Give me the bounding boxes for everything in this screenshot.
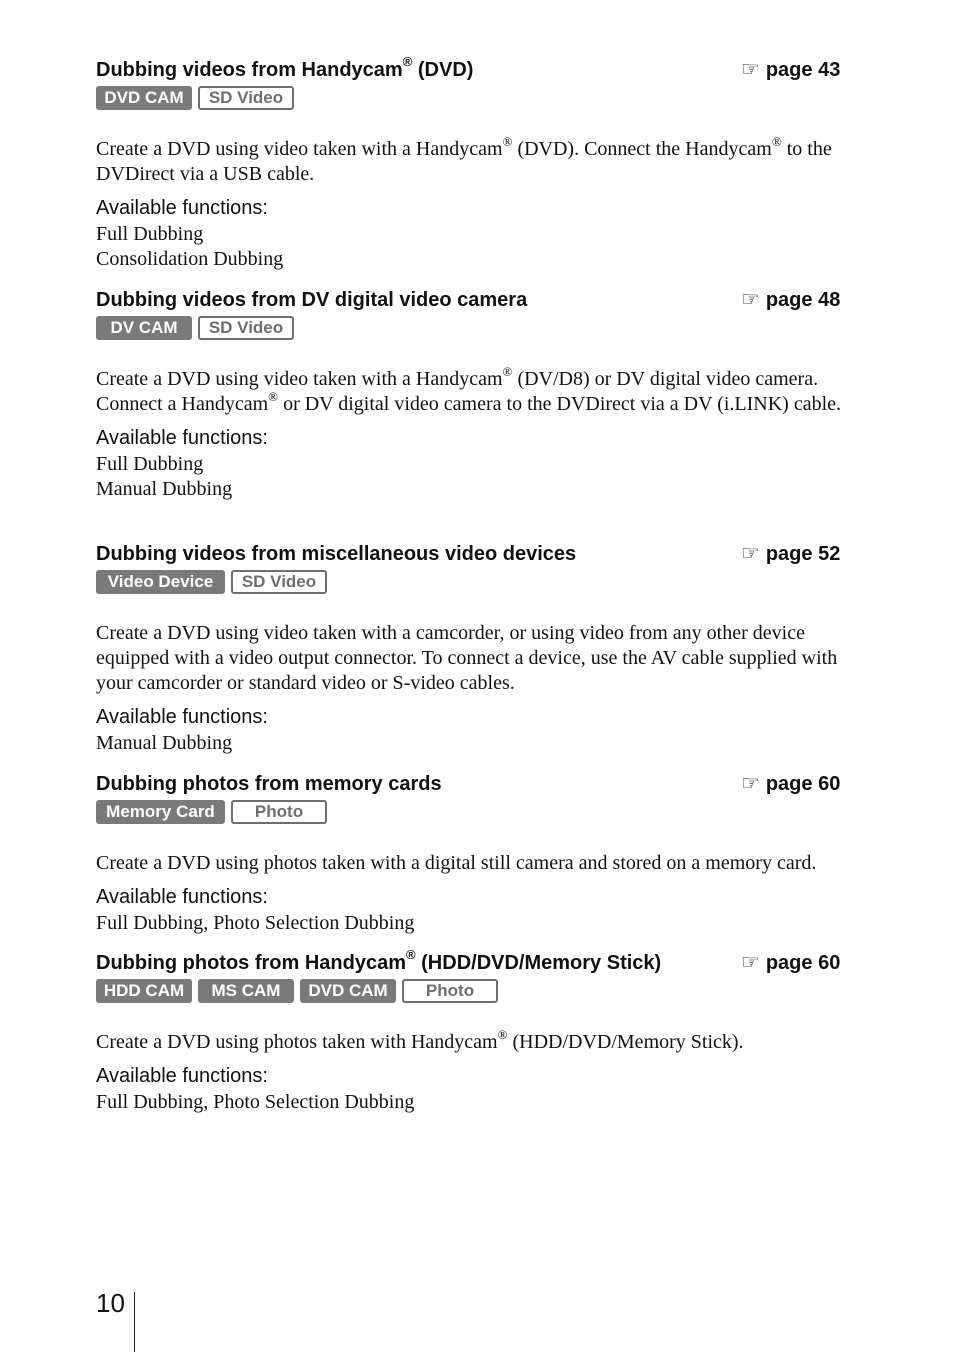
desc-text: (HDD/DVD/Memory Stick).: [507, 1031, 744, 1053]
registered-mark: ®: [497, 1027, 508, 1043]
badge-sd-video: SD Video: [231, 570, 327, 594]
page-reference: [741, 288, 840, 312]
page-reference-label: page 60: [765, 952, 841, 974]
registered-mark: ®: [502, 134, 513, 150]
desc-text: Create a DVD using photos taken with Handycam: [96, 1031, 498, 1053]
function-list: [96, 731, 862, 756]
page-reference: [741, 542, 840, 566]
desc-text: Create a DVD using video taken with a Handycam: [96, 138, 503, 160]
page-number-divider: [134, 1292, 135, 1352]
function-item: Manual Dubbing: [96, 478, 233, 500]
section-heading: [96, 54, 862, 82]
badge-sd-video: SD Video: [198, 86, 294, 110]
badge-dv-cam: DV CAM: [96, 316, 192, 340]
section-heading: [96, 772, 862, 796]
function-list: [96, 1090, 862, 1115]
section-description: [96, 851, 862, 876]
section-dv-camera-video: [96, 288, 862, 502]
function-item: Full Dubbing, Photo Selection Dubbing: [96, 1091, 415, 1113]
section-heading: [96, 542, 862, 566]
available-functions-label: Available functions:: [96, 886, 268, 908]
registered-mark: ®: [402, 54, 413, 70]
available-functions-label: Available functions:: [96, 706, 268, 728]
desc-text: or DV digital video camera to the DVDirect via a DV (i.LINK) cable.: [278, 393, 842, 415]
heading-title: Dubbing photos from Handycam: [96, 952, 406, 974]
section-memory-card-photos: [96, 772, 862, 936]
function-item: Full Dubbing: [96, 453, 204, 475]
function-list: [96, 222, 862, 272]
section-description: [96, 621, 862, 696]
pointing-hand-icon: ☞: [741, 58, 760, 81]
available-functions-label: Available functions:: [96, 427, 268, 449]
function-item: Manual Dubbing: [96, 732, 233, 754]
badge-row: [96, 570, 862, 594]
badge-ms-cam: MS CAM: [198, 979, 294, 1003]
heading-title: Dubbing videos from DV digital video camera: [96, 289, 528, 311]
section-misc-video-devices: [96, 542, 862, 756]
function-item: Consolidation Dubbing: [96, 248, 284, 270]
section-description: [96, 134, 862, 187]
pointing-hand-icon: ☞: [741, 772, 760, 795]
section-heading: [96, 288, 862, 312]
badge-row: [96, 979, 862, 1003]
desc-text: (DVD). Connect the Handycam: [512, 138, 772, 160]
available-functions-label: Available functions:: [96, 1065, 268, 1087]
badge-hdd-cam: HDD CAM: [96, 979, 192, 1003]
badge-row: [96, 800, 862, 824]
heading-title-suffix: (HDD/DVD/Memory Stick): [415, 952, 662, 974]
registered-mark: ®: [502, 364, 513, 380]
section-handycam-photos: [96, 947, 862, 1115]
badge-video-device: Video Device: [96, 570, 225, 594]
badge-memory-card: Memory Card: [96, 800, 225, 824]
page-reference-label: page 52: [765, 543, 841, 565]
page-reference: [741, 772, 840, 796]
desc-text: Create a DVD using video taken with a camcorder, or using video from any other device equipped with a video output connector. To connect a device, use the AV cable supplied with your camcorder or standard video or S-video cables.: [96, 622, 838, 694]
desc-text: Create a DVD using photos taken with a digital still camera and stored on a memory card.: [96, 852, 817, 874]
heading-title: Dubbing videos from Handycam: [96, 59, 403, 81]
page-reference-label: page 60: [765, 773, 841, 795]
badge-dvd-cam: DVD CAM: [300, 979, 396, 1003]
pointing-hand-icon: ☞: [741, 288, 760, 311]
function-list: [96, 911, 862, 936]
section-heading: [96, 947, 862, 975]
heading-title: Dubbing photos from memory cards: [96, 773, 442, 795]
function-list: [96, 452, 862, 502]
section-description: [96, 364, 862, 417]
page-reference-label: page 48: [765, 289, 841, 311]
page-reference: [741, 951, 840, 975]
heading-title: Dubbing videos from miscellaneous video devices: [96, 543, 577, 565]
page-reference-label: page 43: [765, 59, 841, 81]
heading-title-suffix: (DVD): [412, 59, 474, 81]
function-item: Full Dubbing: [96, 223, 204, 245]
badge-row: [96, 316, 862, 340]
registered-mark: ®: [268, 389, 279, 405]
badge-photo: Photo: [231, 800, 327, 824]
page-reference: [741, 58, 840, 82]
pointing-hand-icon: ☞: [741, 542, 760, 565]
pointing-hand-icon: ☞: [741, 951, 760, 974]
desc-text: to the DVDirect via a USB cable.: [96, 138, 832, 185]
function-item: Full Dubbing, Photo Selection Dubbing: [96, 912, 415, 934]
section-dvd-handycam-video: [96, 54, 862, 272]
desc-text: Create a DVD using video taken with a Handycam: [96, 368, 503, 390]
registered-mark: ®: [771, 134, 782, 150]
page-number: 10: [96, 1288, 125, 1318]
badge-dvd-cam: DVD CAM: [96, 86, 192, 110]
badge-photo: Photo: [402, 979, 498, 1003]
desc-text: (DV/D8) or DV digital video camera. Connect a Handycam: [96, 368, 819, 415]
badge-sd-video: SD Video: [198, 316, 294, 340]
available-functions-label: Available functions:: [96, 197, 268, 219]
badge-row: [96, 86, 862, 110]
registered-mark: ®: [406, 947, 416, 963]
section-description: [96, 1027, 862, 1055]
